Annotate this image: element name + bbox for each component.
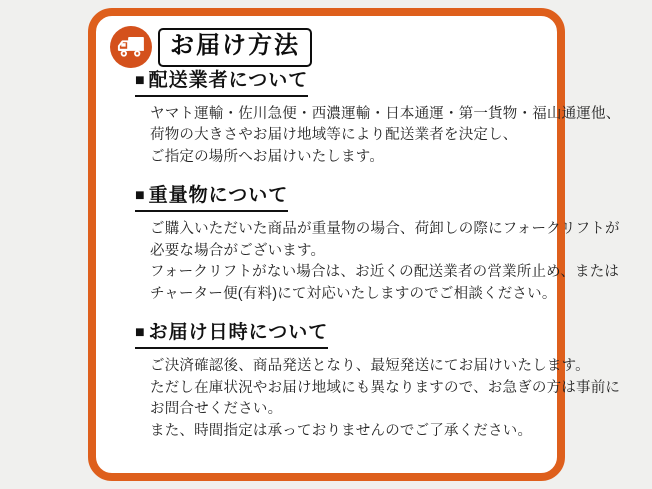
- section-heavy-items-body: [135, 219, 620, 305]
- body-line: お問合せください。: [150, 401, 283, 418]
- section-delivery-schedule-title: [135, 322, 328, 349]
- body-line: ただし在庫状況やお届け地域にも異なりますので、お急ぎの方は事前に: [150, 379, 621, 396]
- panel-content: [96, 16, 621, 442]
- body-line: ご指定の場所へお届けいたします。: [150, 148, 385, 165]
- section-title-text: お届け日時について: [148, 322, 329, 344]
- body-line: また、時間指定は承っておりませんのでご了承ください。: [150, 422, 533, 439]
- panel-header: [110, 26, 545, 68]
- delivery-info-panel: [88, 8, 621, 481]
- section-heavy-items: [135, 185, 620, 305]
- page-title: お届け方法: [158, 28, 312, 67]
- body-line: チャーター便(有料)にて対応いたしますのでご相談ください。: [150, 285, 557, 302]
- section-title-text: 配送業者について: [148, 70, 309, 91]
- body-line: 荷物の大きさやお届け地域等により配送業者を決定し、: [150, 127, 518, 144]
- body-line: ご決済確認後、商品発送となり、最短発送にてお届けいたします。: [150, 358, 590, 375]
- section-delivery-schedule: [135, 322, 621, 442]
- section-heavy-items-title: [135, 185, 288, 212]
- body-line: フォークリフトがない場合は、お近くの配送業者の営業所止め、または: [150, 264, 620, 281]
- square-bullet-icon: ■: [135, 324, 146, 342]
- section-delivery-schedule-body: [135, 356, 621, 442]
- truck-icon: [110, 26, 152, 68]
- square-bullet-icon: ■: [135, 187, 146, 205]
- section-title-text: 重量物について: [148, 185, 289, 207]
- body-line: 必要な場合がございます。: [150, 242, 326, 259]
- body-line: ご購入いただいた商品が重量物の場合、荷卸しの際にフォークリフトが: [150, 221, 620, 238]
- section-carriers-title: [135, 70, 308, 97]
- square-bullet-icon: ■: [135, 72, 146, 89]
- body-line: ヤマト運輸・佐川急便・西濃運輸・日本通運・第一貨物・福山通運他、: [150, 105, 621, 122]
- section-carriers: [135, 70, 621, 168]
- section-carriers-body: [135, 104, 621, 169]
